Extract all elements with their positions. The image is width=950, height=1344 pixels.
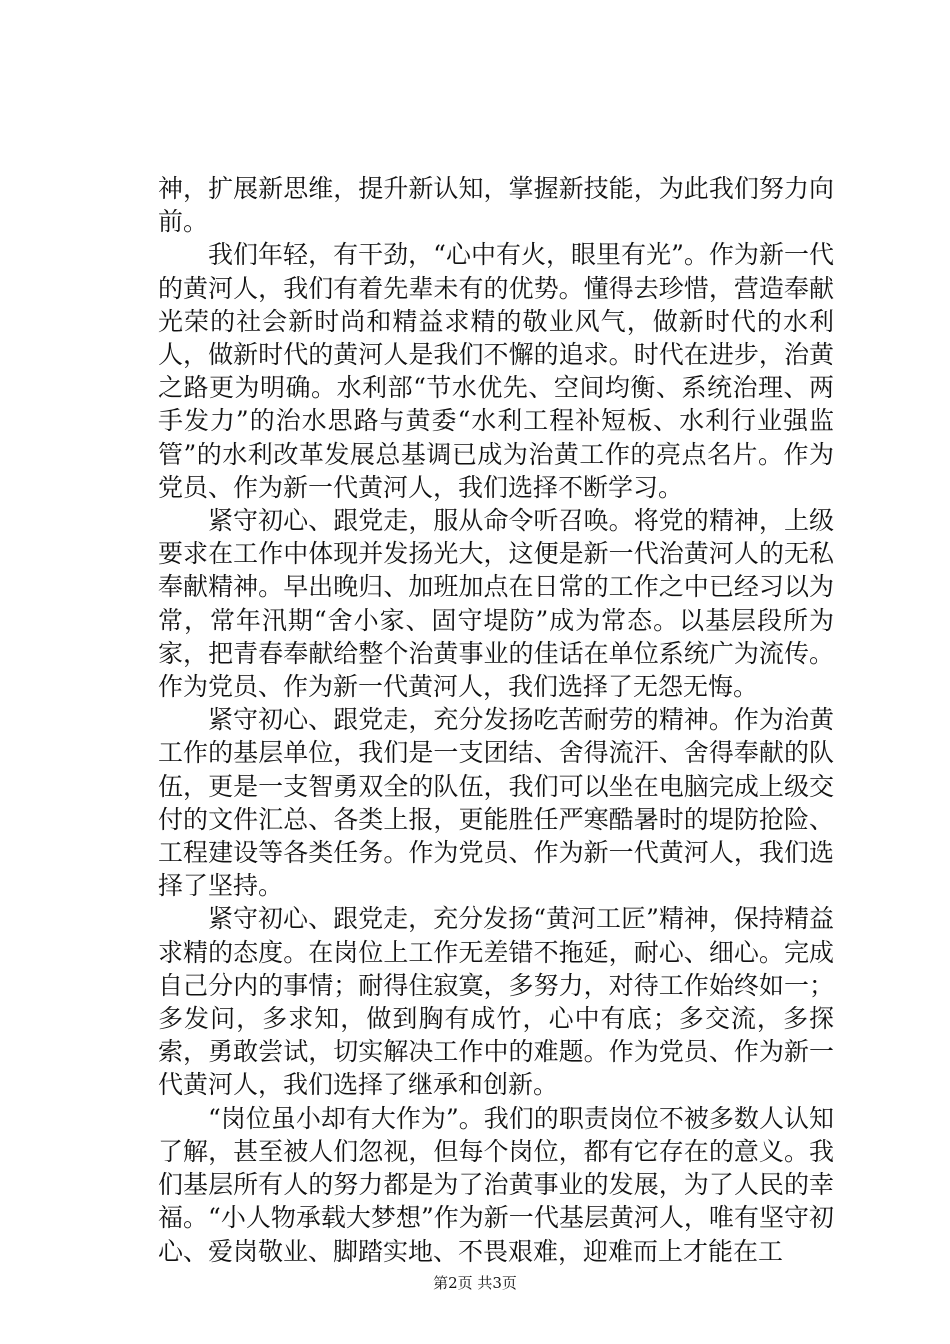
paragraph: 我们年轻，有干劲，“心中有火，眼里有光”。作为新一代的黄河人，我们有着先辈未有的优势。懂得去珍惜，营造奉献光荣的社会新时尚和精益求精的敬业风气，做新时代的水利人，做新时代的黄河人是我们不懈的追求。时代在进步，治黄之路更为明确。水利部“节水优先、空间均衡、系统治理、两手发力”的治水思路与黄委“水利工程补短板、水利行业强监管”的水利改革发展总基调已成为治黄工作的亮点名片。作为党员、作为新一代黄河人，我们选择不断学习。 [158,240,834,502]
paragraph: 紧守初心、跟党走，充分发扬“黄河工匠”精神，保持精益求精的态度。在岗位上工作无差错不拖延，耐心、细心。完成自己分内的事情；耐得住寂寞，多努力，对待工作始终如一；多发问，多求知，做到胸有成竹，心中有底；多交流，多探索，勇敢尝试，切实解决工作中的难题。作为党员、作为新一代黄河人，我们选择了继承和创新。 [158,904,834,1100]
page-footer: 第2页 共3页 [433,1274,517,1292]
paragraph: 紧守初心、跟党走，充分发扬吃苦耐劳的精神。作为治黄工作的基层单位，我们是一支团结、舍得流汗、舍得奉献的队伍，更是一支智勇双全的队伍，我们可以坐在电脑完成上级交付的文件汇总、各类上报，更能胜任严寒酷暑时的堤防抢险、工程建设等各类任务。作为党员、作为新一代黄河人，我们选择了坚持。 [158,705,834,901]
paragraph: “岗位虽小却有大作为”。我们的职责岗位不被多数人认知了解，甚至被人们忽视，但每个岗位，都有它存在的意义。我们基层所有人的努力都是为了治黄事业的发展，为了人民的幸福。“小人物承载大梦想”作为新一代基层黄河人，唯有坚守初心、爱岗敬业、脚踏实地、不畏艰难，迎难而上才能在工 [158,1103,834,1266]
body-text [158,172,834,1268]
paragraph-continued: 神，扩展新思维，提升新认知，掌握新技能，为此我们努力向前。 [158,174,834,237]
paragraph: 紧守初心、跟党走，服从命令听召唤。将党的精神，上级要求在工作中体现并发扬光大，这便是新一代治黄河人的无私奉献精神。早出晚归、加班加点在日常的工作之中已经习以为常，常年汛期“舍小家、固守堤防”成为常态。以基层段所为家，把青春奉献给整个治黄事业的佳话在单位系统广为流传。作为党员、作为新一代黄河人，我们选择了无怨无悔。 [158,506,834,702]
